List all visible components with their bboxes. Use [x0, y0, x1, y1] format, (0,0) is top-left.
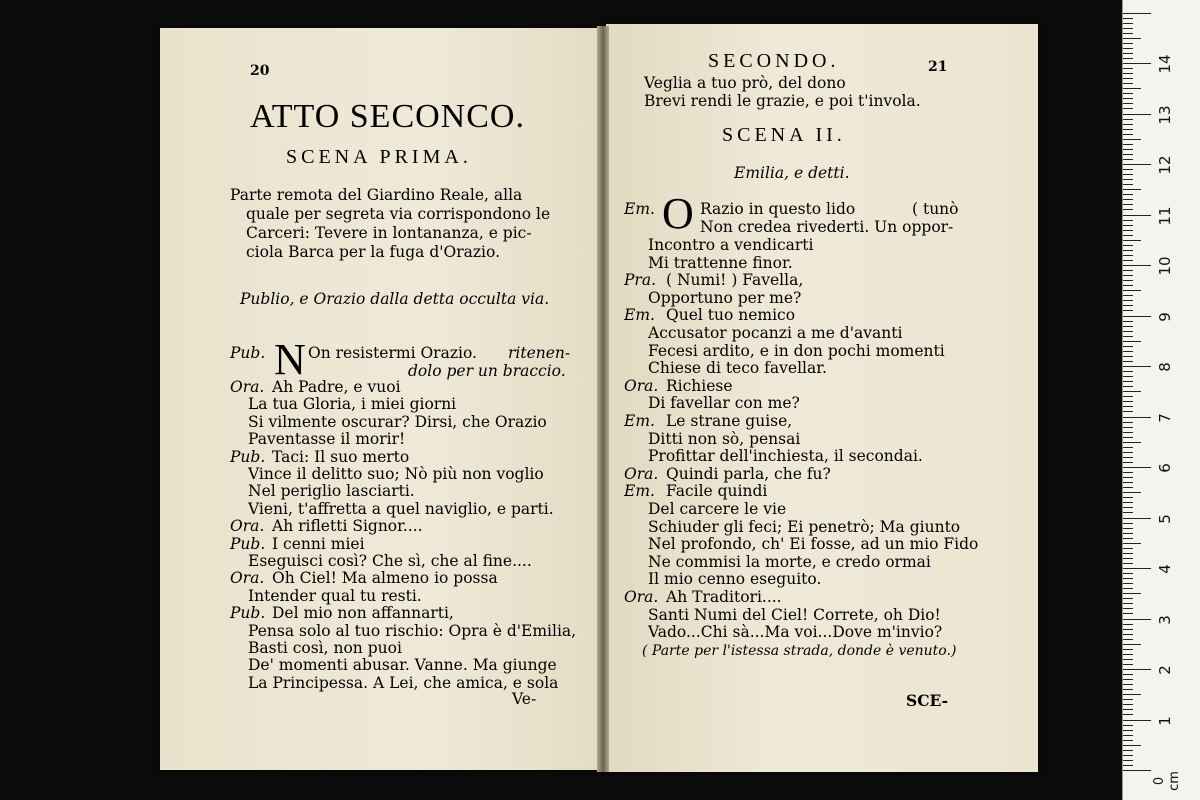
- ruler-tick: [1123, 613, 1133, 614]
- book-gutter: [597, 26, 609, 772]
- ruler-tick: [1123, 250, 1133, 251]
- ruler-tick: [1123, 356, 1133, 357]
- ruler-tick: [1123, 654, 1133, 655]
- ruler-tick: [1123, 603, 1133, 604]
- speaker-label: Em.: [624, 482, 655, 501]
- ruler-tick: [1123, 401, 1133, 402]
- ruler-tick: [1123, 533, 1133, 534]
- ruler-tick: [1123, 523, 1133, 524]
- verse-line: Opportuno per me?: [648, 288, 802, 307]
- scene-heading: SCENA II.: [722, 124, 846, 146]
- verse-line: Non credea rivederti. Un oppor-: [700, 218, 954, 236]
- ruler-tick: [1123, 472, 1133, 473]
- ruler-tick: [1123, 255, 1133, 256]
- verse-line: Taci: Il suo merto: [272, 447, 410, 466]
- ruler-tick: [1123, 770, 1151, 771]
- ruler-tick: [1123, 215, 1151, 216]
- ruler-tick: [1123, 452, 1133, 453]
- speaker-label: Pub.: [230, 447, 266, 466]
- ruler-tick: [1123, 194, 1133, 195]
- ruler-tick: [1123, 553, 1133, 554]
- ruler-tick: [1123, 432, 1133, 433]
- ruler-tick: [1123, 548, 1133, 549]
- ruler-tick: [1123, 467, 1151, 468]
- ruler-tick: [1123, 598, 1133, 599]
- ruler-tick: [1123, 568, 1151, 569]
- verse-line: Le strane guise,: [666, 412, 793, 430]
- verse-line: De' momenti abusar. Vanne. Ma giunge: [248, 656, 557, 675]
- ruler-tick: [1123, 477, 1133, 478]
- ruler-tick: [1123, 725, 1133, 726]
- ruler-tick: [1123, 265, 1151, 266]
- verse-line: Incontro a vendicarti: [648, 236, 814, 254]
- ruler-tick: [1123, 351, 1133, 352]
- verse-line: Ah rifletti Signor....: [272, 517, 423, 536]
- stage-direction: ( Parte per l'istessa strada, donde è venuto.): [642, 643, 957, 659]
- setting-line: quale per segreta via corrispondono le: [246, 205, 551, 223]
- verse-line: Di favellar con me?: [648, 394, 800, 413]
- speaker-label: Pra.: [624, 271, 657, 290]
- ruler-tick: [1123, 78, 1133, 79]
- verse-line: Chiese di teco favellar.: [648, 359, 827, 378]
- ruler-tick: [1123, 417, 1151, 418]
- ruler-tick: [1123, 482, 1133, 483]
- ruler-tick: [1123, 240, 1141, 241]
- ruler-number: 9: [1156, 311, 1174, 322]
- setting-line: ciola Barca per la fuga d'Orazio.: [246, 243, 501, 261]
- ruler-tick: [1123, 447, 1133, 448]
- ruler-tick: [1123, 528, 1133, 529]
- ruler-tick: [1123, 543, 1141, 544]
- ruler-tick: [1123, 149, 1133, 150]
- verse-line: Vado...Chi sà...Ma voi...Dove m'invio?: [648, 623, 943, 642]
- ruler-tick: [1123, 502, 1133, 503]
- ruler-tick: [1123, 33, 1133, 34]
- ruler-number: 14: [1156, 54, 1174, 74]
- ruler-tick: [1123, 366, 1151, 367]
- verse-line: Fecesi ardito, e in don pochi momenti: [648, 341, 945, 360]
- ruler-tick: [1123, 669, 1151, 670]
- ruler-tick: [1123, 649, 1133, 650]
- ruler-number: 8: [1156, 362, 1174, 372]
- ruler-tick: [1123, 164, 1151, 165]
- verse-line: Vieni, t'affretta a quel naviglio, e parti.: [248, 499, 554, 518]
- verse-line: Nel periglio lasciarti.: [248, 482, 415, 501]
- verse-line: Nel profondo, ch' Ei fosse, ad un mio Fido: [648, 535, 979, 554]
- ruler-tick: [1123, 735, 1133, 736]
- ruler-tick: [1123, 583, 1133, 584]
- characters-line: Publio, e Orazio dalla detta occulta via.: [240, 290, 550, 308]
- ruler-tick: [1123, 280, 1133, 281]
- ruler-tick: [1123, 139, 1141, 140]
- ruler-tick: [1123, 235, 1133, 236]
- ruler-tick: [1123, 720, 1151, 721]
- ruler-tick: [1123, 699, 1133, 700]
- setting-line: Parte remota del Giardino Reale, alla: [230, 186, 523, 204]
- ruler-tick: [1123, 406, 1133, 407]
- ruler-tick: [1123, 578, 1133, 579]
- ruler-tick: [1123, 73, 1133, 74]
- running-head: SECONDO.: [708, 50, 840, 72]
- verse-line: Razio in questo lido: [700, 200, 856, 218]
- characters-line: Emilia, e detti.: [734, 164, 850, 182]
- ruler-number: 3: [1156, 614, 1174, 625]
- ruler-tick: [1123, 88, 1141, 89]
- ruler-tick: [1123, 119, 1133, 120]
- ruler-tick: [1123, 326, 1133, 327]
- verse-line: Vince il delitto suo; Nò più non voglio: [248, 465, 544, 483]
- ruler-tick: [1123, 588, 1133, 589]
- verse-line: Paventasse il morir!: [248, 430, 406, 449]
- ruler-tick: [1123, 331, 1133, 332]
- ruler-tick: [1123, 199, 1133, 200]
- verse-line: Del mio non affannarti,: [272, 604, 454, 623]
- ruler-tick: [1123, 341, 1141, 342]
- speaker-label: Pub.: [230, 344, 266, 362]
- ruler-tick: [1123, 674, 1133, 675]
- ruler-tick: [1123, 755, 1133, 756]
- ruler-unit-label: 0 cm: [1152, 771, 1182, 791]
- ruler-tick: [1123, 93, 1133, 94]
- verse-line: Ah Padre, e vuoi: [272, 378, 401, 396]
- speaker-label: Ora.: [230, 517, 265, 536]
- ruler-tick: [1123, 63, 1151, 64]
- verse-line: ( tunò: [912, 200, 959, 218]
- ruler-tick: [1123, 664, 1133, 665]
- left-page-number: 20: [250, 63, 270, 79]
- catchword: SCE-: [906, 691, 949, 710]
- ruler-tick: [1123, 442, 1141, 443]
- ruler-tick: [1123, 507, 1133, 508]
- ruler-tick: [1123, 457, 1133, 458]
- ruler-tick: [1123, 745, 1141, 746]
- ruler-tick: [1123, 204, 1133, 205]
- speaker-label: Em.: [624, 200, 655, 218]
- ruler-tick: [1123, 619, 1151, 620]
- verse-line: ( Numi! ) Favella,: [666, 271, 804, 290]
- ruler-tick: [1123, 593, 1141, 594]
- ruler-tick: [1123, 608, 1133, 609]
- ruler-tick: [1123, 391, 1141, 392]
- ruler-tick: [1123, 134, 1133, 135]
- speaker-label: Ora.: [624, 376, 659, 395]
- ruler-tick: [1123, 23, 1133, 24]
- ruler-tick: [1123, 184, 1133, 185]
- ruler-tick: [1123, 371, 1133, 372]
- ruler-tick: [1123, 245, 1133, 246]
- verse-line: Si vilmente oscurar? Dirsi, che Orazio: [248, 412, 547, 431]
- act-title: ATTO SECONCO.: [250, 98, 525, 135]
- ruler-tick: [1123, 750, 1133, 751]
- ruler-tick: [1123, 154, 1133, 155]
- speaker-label: Ora.: [230, 378, 265, 396]
- ruler-tick: [1123, 538, 1133, 539]
- ruler-tick: [1123, 169, 1133, 170]
- ruler-tick: [1123, 189, 1141, 190]
- ruler-tick: [1123, 305, 1133, 306]
- ruler-tick: [1123, 563, 1133, 564]
- ruler-tick: [1123, 634, 1133, 635]
- verse-line: Basti così, non puoi: [248, 639, 402, 657]
- verse-line: Veglia a tuo prò, del dono: [644, 74, 846, 92]
- ruler-number: 5: [1156, 513, 1174, 524]
- ruler-number: 13: [1156, 104, 1174, 125]
- ruler-tick: [1123, 684, 1133, 685]
- ruler-tick: [1123, 83, 1133, 84]
- ruler-tick: [1123, 159, 1133, 160]
- ruler-tick: [1123, 220, 1133, 221]
- ruler-tick: [1123, 396, 1133, 397]
- stage-direction: ritenen-: [508, 344, 571, 362]
- ruler-tick: [1123, 48, 1133, 49]
- verse-line: Intender qual tu resti.: [248, 586, 422, 605]
- ruler-tick: [1123, 336, 1133, 337]
- ruler-tick: [1123, 740, 1133, 741]
- ruler-tick: [1123, 411, 1133, 412]
- ruler-number: 1: [1156, 715, 1174, 726]
- ruler-tick: [1123, 518, 1151, 519]
- ruler-tick: [1123, 714, 1133, 715]
- ruler-tick: [1123, 108, 1133, 109]
- ruler-tick: [1123, 53, 1133, 54]
- ruler-tick: [1123, 689, 1133, 690]
- ruler-tick: [1123, 659, 1133, 660]
- ruler-tick: [1123, 381, 1133, 382]
- ruler-tick: [1123, 730, 1133, 731]
- setting-line: Carceri: Tevere in lontananza, e pic-: [246, 224, 532, 242]
- ruler-tick: [1123, 427, 1133, 428]
- ruler-number: 7: [1156, 412, 1174, 423]
- ruler-tick: [1123, 437, 1133, 438]
- ruler-tick: [1123, 300, 1133, 301]
- ruler-tick: [1123, 13, 1151, 14]
- ruler-tick: [1123, 487, 1133, 488]
- ruler-tick: [1123, 316, 1151, 317]
- ruler-tick: [1123, 462, 1133, 463]
- ruler-tick: [1123, 174, 1133, 175]
- ruler-tick: [1123, 58, 1133, 59]
- speaker-label: Em.: [624, 306, 655, 325]
- ruler-tick: [1123, 144, 1133, 145]
- speaker-label: Ora.: [230, 569, 265, 588]
- verse-line: Oh Ciel! Ma almeno io possa: [272, 569, 498, 588]
- ruler-tick: [1123, 179, 1133, 180]
- ruler-tick: [1123, 376, 1133, 377]
- ruler-tick: [1123, 573, 1133, 574]
- ruler-tick: [1123, 290, 1141, 291]
- ruler-tick: [1123, 98, 1133, 99]
- ruler-number: 6: [1156, 463, 1174, 473]
- right-page-number: 21: [928, 59, 948, 75]
- ruler-tick: [1123, 709, 1133, 710]
- speaker-label: Pub.: [230, 604, 266, 623]
- verse-line: Il mio cenno eseguito.: [648, 570, 822, 589]
- ruler-tick: [1123, 492, 1141, 493]
- ruler-tick: [1123, 38, 1141, 39]
- ruler-tick: [1123, 639, 1133, 640]
- verse-line: Ditti non sò, pensai: [648, 429, 801, 448]
- ruler-tick: [1123, 624, 1133, 625]
- ruler-tick: [1123, 114, 1151, 115]
- ruler-number: 12: [1156, 155, 1174, 175]
- ruler-tick: [1123, 225, 1133, 226]
- ruler-tick: [1123, 129, 1133, 130]
- verse-line: Ne commisi la morte, e credo ormai: [648, 552, 931, 571]
- ruler-tick: [1123, 43, 1133, 44]
- verse-line: On resistermi Orazio.: [308, 344, 477, 362]
- ruler-tick: [1123, 386, 1133, 387]
- verse-line: Quindi parla, che fu?: [666, 464, 831, 483]
- ruler-tick: [1123, 629, 1133, 630]
- verse-line: La Principessa. A Lei, che amica, e sola: [248, 673, 559, 692]
- stage-direction: dolo per un braccio.: [408, 362, 566, 380]
- ruler-tick: [1123, 103, 1133, 104]
- verse-line: Facile quindi: [666, 482, 768, 501]
- ruler-tick: [1123, 260, 1133, 261]
- verse-line: Schiuder gli feci; Ei penetrò; Ma giunto: [648, 517, 961, 536]
- ruler-tick: [1123, 209, 1133, 210]
- verse-line: Del carcere le vie: [648, 500, 787, 518]
- measuring-ruler: [1122, 0, 1200, 800]
- verse-line: Ah Traditori....: [666, 588, 782, 606]
- ruler-tick: [1123, 512, 1133, 513]
- verse-line: Quel tuo nemico: [666, 306, 796, 325]
- verse-line: Mi trattenne finor.: [648, 253, 793, 272]
- speaker-label: Em.: [624, 412, 655, 430]
- ruler-tick: [1123, 346, 1133, 347]
- verse-line: La tua Gloria, i miei giorni: [248, 395, 457, 414]
- ruler-tick: [1123, 422, 1133, 423]
- verse-line: Richiese: [666, 376, 733, 395]
- ruler-number: 2: [1156, 665, 1174, 675]
- ruler-tick: [1123, 310, 1133, 311]
- catchword: Ve-: [512, 690, 537, 708]
- verse-line: Pensa solo al tuo rischio: Opra è d'Emilia,: [248, 621, 577, 640]
- ruler-tick: [1123, 230, 1133, 231]
- ruler-tick: [1123, 765, 1133, 766]
- ruler-tick: [1123, 28, 1133, 29]
- ruler-number: 4: [1156, 564, 1174, 574]
- ruler-tick: [1123, 704, 1133, 705]
- verse-line: Brevi rendi le grazie, e poi t'invola.: [644, 92, 921, 110]
- ruler-tick: [1123, 285, 1133, 286]
- ruler-tick: [1123, 18, 1133, 19]
- ruler-tick: [1123, 644, 1141, 645]
- ruler-tick: [1123, 68, 1133, 69]
- speaker-label: Ora.: [624, 464, 659, 483]
- ruler-tick: [1123, 679, 1133, 680]
- ruler-number: 11: [1156, 205, 1174, 226]
- ruler-tick: [1123, 694, 1141, 695]
- speaker-label: Pub.: [230, 534, 266, 553]
- verse-line: Eseguisci così? Che sì, che al fine....: [248, 552, 532, 570]
- verse-line: Santi Numi del Ciel! Correte, oh Dio!: [648, 605, 941, 624]
- ruler-tick: [1123, 275, 1133, 276]
- verse-line: Profittar dell'inchiesta, il secondai.: [648, 447, 923, 466]
- speaker-label: Ora.: [624, 588, 659, 606]
- ruler-tick: [1123, 361, 1133, 362]
- ruler-tick: [1123, 124, 1133, 125]
- ruler-tick: [1123, 497, 1133, 498]
- ruler-tick: [1123, 321, 1133, 322]
- ruler-tick: [1123, 270, 1133, 271]
- verse-line: I cenni miei: [272, 534, 365, 553]
- verse-line: Accusator pocanzi a me d'avanti: [648, 324, 903, 342]
- ruler-tick: [1123, 760, 1133, 761]
- drop-cap: N: [274, 335, 306, 384]
- ruler-tick: [1123, 295, 1133, 296]
- ruler-number: 10: [1156, 256, 1174, 276]
- drop-cap: O: [662, 189, 694, 238]
- ruler-tick: [1123, 558, 1133, 559]
- scene-heading: SCENA PRIMA.: [286, 146, 472, 168]
